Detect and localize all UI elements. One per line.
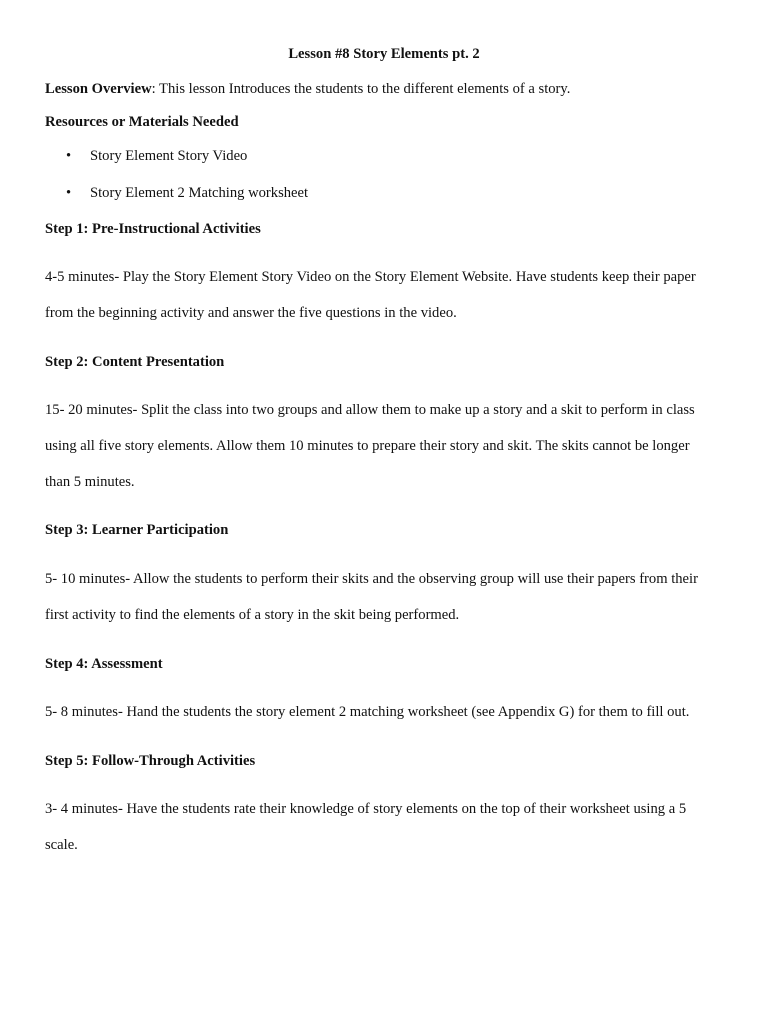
resources-heading: Resources or Materials Needed: [45, 114, 239, 130]
step-heading: Step 3: Learner Participation: [45, 522, 229, 538]
overview-label: Lesson Overview: [45, 81, 152, 97]
step-text-line: 15- 20 minutes- Split the class into two groups and allow them to make up a story and a skit to perform in class: [45, 402, 695, 418]
step-heading: Step 1: Pre-Instructional Activities: [45, 221, 261, 237]
step-text-line: 3- 4 minutes- Have the students rate their knowledge of story elements on the top of their worksheet using a 5: [45, 801, 687, 817]
step-text-line: 5- 8 minutes- Hand the students the story element 2 matching worksheet (see Appendix G) for them to fill out.: [45, 704, 690, 720]
step-text-line: 4-5 minutes- Play the Story Element Story Video on the Story Element Website. Have students keep their paper: [45, 269, 696, 285]
bullet-marker: •: [66, 148, 72, 164]
bullet-marker: •: [66, 185, 72, 201]
overview-text: : This lesson Introduces the students to the different elements of a story.: [151, 81, 571, 97]
step-heading: Step 2: Content Presentation: [45, 354, 225, 370]
step-text-line: than 5 minutes.: [45, 474, 135, 490]
step-text-line: 5- 10 minutes- Allow the students to perform their skits and the observing group will use their papers from their: [45, 571, 698, 587]
lesson-overview: [45, 79, 570, 99]
lesson-title: Lesson #8 Story Elements pt. 2: [288, 46, 480, 62]
resource-item: Story Element 2 Matching worksheet: [90, 185, 309, 201]
resource-item: Story Element Story Video: [90, 148, 248, 164]
step-text-line: first activity to find the elements of a story in the skit being performed.: [45, 607, 460, 623]
step-text-line: using all five story elements. Allow them 10 minutes to prepare their story and skit. The skits cannot be longer: [45, 438, 690, 454]
step-text-line: from the beginning activity and answer the five questions in the video.: [45, 305, 457, 321]
step-heading: Step 5: Follow-Through Activities: [45, 753, 256, 769]
step-heading: Step 4: Assessment: [45, 656, 163, 672]
step-text-line: scale.: [45, 837, 78, 853]
